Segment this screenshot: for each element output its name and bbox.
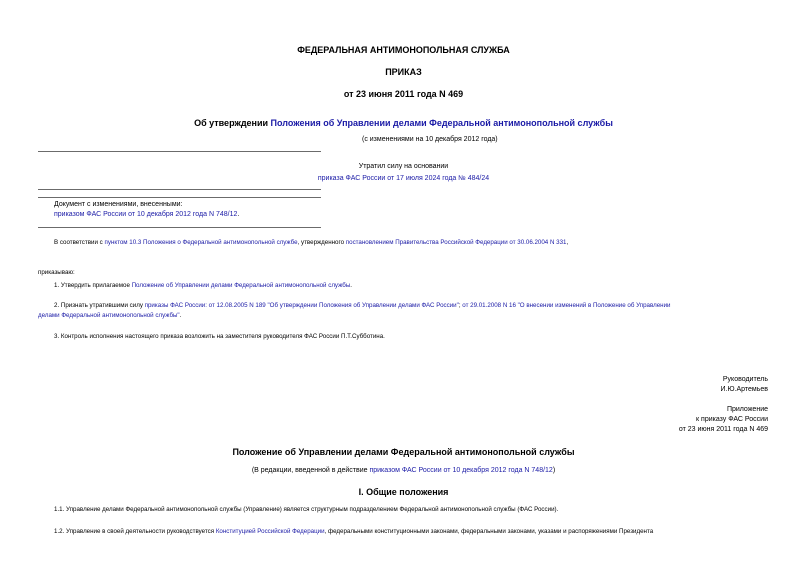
void-basis-label: Утратил силу на основании xyxy=(358,163,449,170)
signature-name: И.Ю.Артемьев xyxy=(720,386,768,393)
doc-title-link[interactable]: Положения об Управлении делами Федеральной антимонопольной службы xyxy=(270,118,613,128)
item-3: 3. Контроль исполнения настоящего приказа возложить на заместителя руководителя ФАС России П.Т.Субботина. xyxy=(54,333,385,340)
changes-link-line xyxy=(54,211,239,218)
item-1-link[interactable]: Положение об Управлении делами Федеральной антимонопольной службы xyxy=(131,282,351,289)
paragraph-1-2 xyxy=(54,528,653,535)
preamble-clause-link[interactable]: пунктом 10.3 Положения о Федеральной антимонопольной службе xyxy=(104,239,298,246)
preamble-t1: В соответствии с xyxy=(54,239,105,246)
paragraph-1-1: 1.1. Управление делами Федеральной антимонопольной службы (Управление) является структурным подразделением Федеральной антимонопольной службы (ФАС России). xyxy=(54,506,559,513)
preamble-decree-link[interactable]: постановлением Правительства Российской Федерации от 30.06.2004 N 331 xyxy=(345,239,567,246)
item-1-end: . xyxy=(350,282,353,289)
preamble-t2: , утвержденного xyxy=(297,239,346,246)
appendix-order: к приказу ФАС России xyxy=(696,416,768,423)
section-heading: I. Общие положения xyxy=(358,487,449,497)
item-1 xyxy=(54,282,352,289)
separator-rule xyxy=(38,197,321,198)
regulation-edition xyxy=(0,467,807,474)
item-2-text: 2. Признать утратившими силу xyxy=(54,302,145,309)
changes-label: Документ с изменениями, внесенными: xyxy=(54,201,183,208)
appendix-label: Приложение xyxy=(726,406,768,413)
agency-name: ФЕДЕРАЛЬНАЯ АНТИМОНОПОЛЬНАЯ СЛУЖБА xyxy=(297,45,510,55)
doc-type: ПРИКАЗ xyxy=(385,67,422,77)
signature-role: Руководитель xyxy=(722,376,768,383)
amendments-note: (с изменениями на 10 декабря 2012 года) xyxy=(362,136,498,143)
preamble xyxy=(54,239,568,246)
item-1-text: 1. Утвердить прилагаемое xyxy=(54,282,132,289)
p12-t1: 1.2. Управление в своей деятельности руководствуется xyxy=(54,528,216,535)
item-2-end: . xyxy=(179,312,182,319)
edition-t1: (В редакции, введенной в действие xyxy=(251,467,370,474)
preamble-t3: , xyxy=(566,239,569,246)
changes-end: . xyxy=(237,211,240,218)
constitution-link[interactable]: Конституцией Российской Федерации xyxy=(215,528,325,535)
void-basis-wrapper xyxy=(0,175,807,182)
item-2-sep: ; xyxy=(458,302,463,309)
p12-t2: , федеральными конституционными законами, федеральными законами, указами и распоряжениями Президента xyxy=(324,528,654,535)
separator-rule xyxy=(38,189,321,190)
item-2-line-1 xyxy=(54,302,671,309)
edition-link[interactable]: приказом ФАС России от 10 декабря 2012 года N 748/12 xyxy=(369,467,553,474)
item-2-link-2-cont[interactable]: делами Федеральной антимонопольной службы" xyxy=(38,312,180,319)
doc-date-number: от 23 июня 2011 года N 469 xyxy=(343,89,464,99)
item-2-link-1[interactable]: приказы ФАС России: от 12.08.2005 N 189 "Об утверждении Положения об Управлении делами ФАС России" xyxy=(144,302,459,309)
appendix-date: от 23 июня 2011 года N 469 xyxy=(678,426,768,433)
item-2-link-2[interactable]: от 29.01.2008 N 16 "О внесении изменений в Положение об Управлении xyxy=(462,302,671,309)
void-order-link[interactable]: приказа ФАС России от 17 июля 2024 года № 484/24 xyxy=(317,175,490,182)
doc-title-prefix: Об утверждении xyxy=(194,118,271,128)
item-2-line-2 xyxy=(38,312,181,319)
separator-rule xyxy=(38,151,321,152)
separator-rule xyxy=(38,227,321,228)
changes-order-link[interactable]: приказом ФАС России от 10 декабря 2012 года N 748/12 xyxy=(54,211,238,218)
edition-end: ) xyxy=(552,467,556,474)
regulation-title: Положение об Управлении делами Федеральной антимонопольной службы xyxy=(232,447,575,457)
order-word: приказываю: xyxy=(38,269,75,276)
doc-title xyxy=(0,118,807,128)
